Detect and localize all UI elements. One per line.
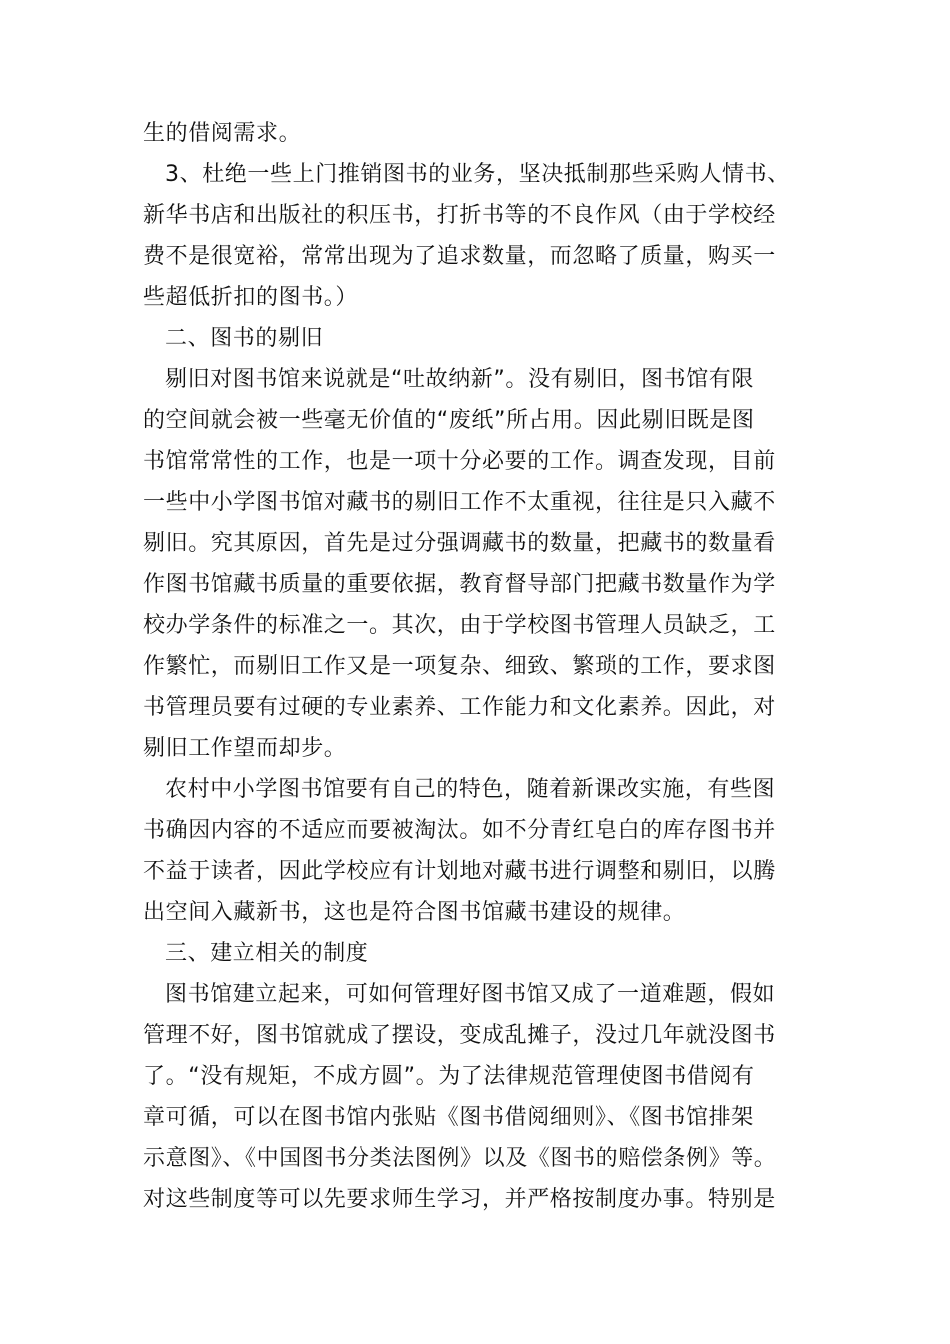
text-line: 示意图》、《中国图书分类法图例》以及《图书的赔偿条例》等。 [143,1146,777,1171]
text-line: 剔旧对图书馆来说就是“吐故纳新”。没有剔旧，图书馆有限 [165,367,754,392]
text-line: 章可循，可以在图书馆内张贴《图书借阅细则》、《图书馆排架 [143,1105,754,1130]
text-line: 三、建立相关的制度 [165,941,369,966]
text-line: 新华书店和出版社的积压书，打折书等的不良作风（由于学校经 [143,203,776,228]
text-line: 管理不好，图书馆就成了摆设，变成乱摊子，没过几年就没图书 [143,1023,776,1048]
text-line: 二、图书的剔旧 [165,326,324,351]
text-line: 生的借阅需求。 [143,121,302,146]
text-line: 剔旧工作望而却步。 [143,736,347,761]
text-line: 费不是很宽裕，常常出现为了追求数量，而忽略了质量，购买一 [143,244,776,269]
text-line: 作繁忙，而剔旧工作又是一项复杂、细致、繁琐的工作，要求图 [143,654,776,679]
text-line: 作图书馆藏书质量的重要依据，教育督导部门把藏书数量作为学 [143,572,776,597]
text-line: 剔旧。究其原因，首先是过分强调藏书的数量，把藏书的数量看 [143,531,776,556]
text-line: 些超低折扣的图书。） [143,285,359,310]
text-line: 书确因内容的不适应而要被淘汰。如不分青红皂白的库存图书并 [143,818,776,843]
text-line: 的空间就会被一些毫无价值的“废纸”所占用。因此剔旧既是图 [143,408,755,433]
text-line: 农村中小学图书馆要有自己的特色，随着新课改实施，有些图 [165,777,776,802]
text-line: 不益于读者，因此学校应有计划地对藏书进行调整和剔旧，以腾 [143,859,776,884]
text-line: 3、杜绝一些上门推销图书的业务，坚决抵制那些采购人情书、 [165,162,790,187]
text-line: 图书馆建立起来，可如何管理好图书馆又成了一道难题，假如 [165,982,776,1007]
text-line: 一些中小学图书馆对藏书的剔旧工作不太重视，往往是只入藏不 [143,490,776,515]
text-line: 出空间入藏新书，这也是符合图书馆藏书建设的规律。 [143,900,686,925]
text-line: 书管理员要有过硬的专业素养、工作能力和文化素养。因此，对 [143,695,776,720]
text-line: 校办学条件的标准之一。其次，由于学校图书管理人员缺乏，工 [143,613,776,638]
text-line: 对这些制度等可以先要求师生学习，并严格按制度办事。特别是 [143,1187,776,1212]
body-text [143,113,790,1220]
text-line: 了。“没有规矩，不成方圆”。为了法律规范管理使图书借阅有 [143,1064,755,1089]
text-line: 书馆常常性的工作，也是一项十分必要的工作。调查发现，目前 [143,449,776,474]
